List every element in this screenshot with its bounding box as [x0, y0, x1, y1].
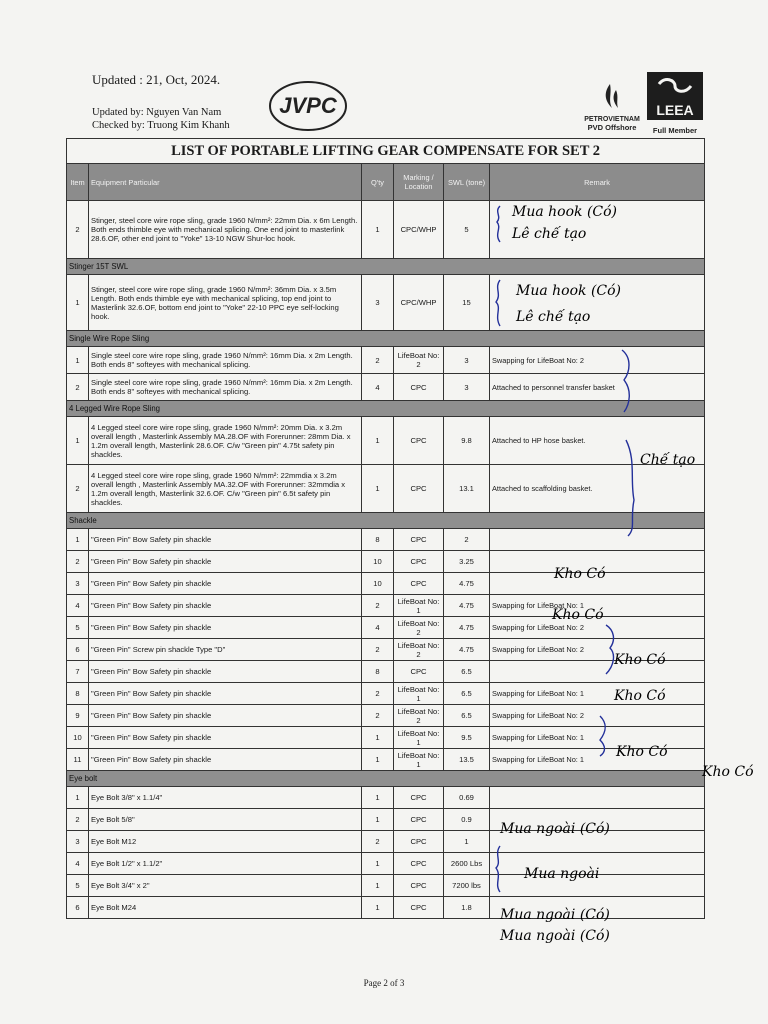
cell-swl: 6.5	[444, 683, 490, 705]
cell-equipment: "Green Pin" Bow Safety pin shackle	[89, 595, 362, 617]
cell-equipment: Eye Bolt 5/8"	[89, 809, 362, 831]
cell-location: LifeBoat No: 1	[394, 595, 444, 617]
cell-remark: Swapping for LifeBoat No: 1	[490, 749, 705, 771]
note-2: Lê chế tạo	[512, 226, 587, 242]
cell-qty: 2	[362, 705, 394, 727]
cell-swl: 4.75	[444, 617, 490, 639]
cell-swl: 0.9	[444, 809, 490, 831]
cell-item: 8	[67, 683, 89, 705]
jvpc-logo-text: JVPC	[279, 93, 337, 118]
cell-swl: 2	[444, 529, 490, 551]
cell-equipment: "Green Pin" Bow Safety pin shackle	[89, 683, 362, 705]
cell-qty: 2	[362, 639, 394, 661]
cell-item: 6	[67, 897, 89, 919]
cell-remark: Attached to HP hose basket.	[490, 417, 705, 465]
cell-swl: 5	[444, 201, 490, 259]
cell-qty: 4	[362, 374, 394, 401]
cell-remark: Swapping for LifeBoat No: 2	[490, 705, 705, 727]
cell-equipment: "Green Pin" Bow Safety pin shackle	[89, 617, 362, 639]
cell-swl: 7200 lbs	[444, 875, 490, 897]
cell-location: CPC/WHP	[394, 275, 444, 331]
cell-location: LifeBoat No: 2	[394, 705, 444, 727]
cell-qty: 1	[362, 853, 394, 875]
cell-item: 2	[67, 809, 89, 831]
cell-remark: Swapping for LifeBoat No: 1	[490, 683, 705, 705]
cell-equipment: Single steel core wire rope sling, grade 1960 N/mm²: 16mm Dia. x 2m Length. Both ends 8" softeyes with mechanical splicing.	[89, 374, 362, 401]
cell-swl: 9.8	[444, 417, 490, 465]
cell-swl: 3	[444, 347, 490, 374]
cell-swl: 4.75	[444, 595, 490, 617]
cell-qty: 10	[362, 573, 394, 595]
cell-qty: 1	[362, 875, 394, 897]
cell-item: 2	[67, 551, 89, 573]
col-location: Marking / Location	[394, 164, 444, 201]
cell-item: 3	[67, 573, 89, 595]
col-remark: Remark	[490, 164, 705, 201]
cell-swl: 9.5	[444, 727, 490, 749]
section-label: Stinger 15T SWL	[67, 259, 705, 275]
cell-swl: 1.8	[444, 897, 490, 919]
cell-remark: Swapping for LifeBoat No: 2	[490, 347, 705, 374]
cell-item: 3	[67, 831, 89, 853]
cell-item: 1	[67, 529, 89, 551]
cell-swl: 2600 Lbs	[444, 853, 490, 875]
cell-location: CPC/WHP	[394, 201, 444, 259]
cell-item: 7	[67, 661, 89, 683]
cell-item: 10	[67, 727, 89, 749]
cell-equipment: 4 Legged steel core wire rope sling, grade 1960 N/mm²: 20mm Dia. x 3.2m overall length , Masterlink Assembly MA.28.OF with Forerunner: 28mm Dia. x 1.2m overall length, Masterlink 28.6.OF. C/w "Green pin" 4.75t safety pin shackles.	[89, 417, 362, 465]
cell-remark: Swapping for LifeBoat No: 1	[490, 595, 705, 617]
cell-qty: 3	[362, 275, 394, 331]
cell-qty: 8	[362, 529, 394, 551]
cell-qty: 2	[362, 683, 394, 705]
cell-location: CPC	[394, 465, 444, 513]
cell-swl: 6.5	[444, 705, 490, 727]
cell-swl: 15	[444, 275, 490, 331]
cell-location: CPC	[394, 897, 444, 919]
note-4: Lê chế tạo	[516, 309, 591, 325]
pv-logo-line2: PVD Offshore	[587, 123, 637, 132]
note-14: Mua ngoài (Có)	[500, 907, 610, 923]
cell-equipment: Eye Bolt M24	[89, 897, 362, 919]
cell-location: CPC	[394, 573, 444, 595]
cell-item: 6	[67, 639, 89, 661]
note-1: Mua hook (Có)	[512, 204, 618, 220]
updated-date: Updated : 21, Oct, 2024.	[92, 72, 221, 87]
cell-swl: 6.5	[444, 661, 490, 683]
cell-qty: 2	[362, 347, 394, 374]
cell-equipment: Eye Bolt M12	[89, 831, 362, 853]
cell-swl: 1	[444, 831, 490, 853]
cell-remark: Swapping for LifeBoat No: 1	[490, 727, 705, 749]
cell-equipment: "Green Pin" Bow Safety pin shackle	[89, 551, 362, 573]
cell-location: CPC	[394, 551, 444, 573]
note-8: Kho Có	[614, 652, 666, 668]
cell-item: 5	[67, 875, 89, 897]
cell-swl: 0.69	[444, 787, 490, 809]
cell-location: LifeBoat No: 2	[394, 639, 444, 661]
note-7: Kho Có	[552, 607, 604, 623]
cell-swl: 4.75	[444, 573, 490, 595]
cell-swl: 3.25	[444, 551, 490, 573]
cell-location: CPC	[394, 529, 444, 551]
cell-qty: 1	[362, 201, 394, 259]
cell-item: 4	[67, 853, 89, 875]
cell-qty: 2	[362, 831, 394, 853]
cell-item: 1	[67, 417, 89, 465]
cell-equipment: "Green Pin" Bow Safety pin shackle	[89, 705, 362, 727]
cell-item: 9	[67, 705, 89, 727]
cell-remark: Attached to scaffolding basket.	[490, 465, 705, 513]
cell-swl: 3	[444, 374, 490, 401]
cell-location: CPC	[394, 875, 444, 897]
cell-remark: Swapping for LifeBoat No: 2	[490, 639, 705, 661]
leea-logo-sub: Full Member	[652, 126, 698, 135]
cell-location: CPC	[394, 661, 444, 683]
updated-by: Updated by: Nguyen Van Nam	[92, 107, 222, 118]
section-label: 4 Legged Wire Rope Sling	[67, 401, 705, 417]
cell-item: 1	[67, 275, 89, 331]
note-3: Mua hook (Có)	[516, 283, 622, 299]
section-label: Shackle	[67, 513, 705, 529]
cell-item: 1	[67, 787, 89, 809]
cell-swl: 4.75	[444, 639, 490, 661]
col-item: Item	[67, 164, 89, 201]
note-12: Mua ngoài (Có)	[500, 821, 610, 837]
cell-item: 2	[67, 465, 89, 513]
cell-qty: 2	[362, 595, 394, 617]
cell-equipment: Stinger, steel core wire rope sling, grade 1960 N/mm²: 36mm Dia. x 3.5m Length. Both ends thimble eye with mechanical splicing, top end joint to Masterlink 32.6.OF, bottom end joint to "Yoke" 22-10 PPC eye self-locking hook.	[89, 275, 362, 331]
col-swl: SWL (tone)	[444, 164, 490, 201]
leea-logo-text: LEEA	[656, 102, 694, 118]
cell-remark: Attached to personnel transfer basket	[490, 374, 705, 401]
cell-location: CPC	[394, 374, 444, 401]
cell-location: CPC	[394, 417, 444, 465]
cell-equipment: "Green Pin" Screw pin shackle Type "D"	[89, 639, 362, 661]
cell-item: 2	[67, 374, 89, 401]
cell-equipment: Eye Bolt 3/8" x 1.1/4"	[89, 787, 362, 809]
cell-item: 1	[67, 347, 89, 374]
cell-qty: 8	[362, 661, 394, 683]
note-5: Chế tạo	[640, 452, 696, 468]
cell-qty: 1	[362, 749, 394, 771]
cell-location: LifeBoat No: 1	[394, 683, 444, 705]
checked-by: Checked by: Truong Kim Khanh	[92, 120, 230, 131]
cell-qty: 1	[362, 809, 394, 831]
cell-qty: 1	[362, 465, 394, 513]
section-label: Single Wire Rope Sling	[67, 331, 705, 347]
cell-qty: 1	[362, 727, 394, 749]
cell-location: CPC	[394, 787, 444, 809]
cell-equipment: Stinger, steel core wire rope sling, grade 1960 N/mm²: 22mm Dia. x 6m Length. Both ends thimble eye with mechanical splicing. One end joint to masterlink 28.6.OF, other end joint to "Yoke" 13-10 NGW Shur-loc hook.	[89, 201, 362, 259]
cell-qty: 1	[362, 417, 394, 465]
cell-location: LifeBoat No: 1	[394, 749, 444, 771]
cell-equipment: Single steel core wire rope sling, grade 1960 N/mm²: 16mm Dia. x 2m Length. Both ends 8" softeyes with mechanical splicing.	[89, 347, 362, 374]
cell-equipment: Eye Bolt 3/4" x 2"	[89, 875, 362, 897]
col-equipment: Equipment Particular	[89, 164, 362, 201]
cell-location: LifeBoat No: 2	[394, 617, 444, 639]
note-13: Mua ngoài	[524, 866, 600, 882]
cell-remark: Swapping for LifeBoat No: 2	[490, 617, 705, 639]
cell-qty: 10	[362, 551, 394, 573]
cell-location: CPC	[394, 809, 444, 831]
cell-qty: 1	[362, 897, 394, 919]
section-label: Eye bolt	[67, 771, 705, 787]
cell-swl: 13.5	[444, 749, 490, 771]
cell-equipment: 4 Legged steel core wire rope sling, grade 1960 N/mm²: 22mmdia x 3.2m overall length , Masterlink Assembly MA.32.OF with Forerunner: 32mmdia x 1.2m overall length, Masterlink 32.6.OF. C/w "Green pin" 6.5t safety pin shackles.	[89, 465, 362, 513]
cell-location: CPC	[394, 853, 444, 875]
cell-equipment: "Green Pin" Bow Safety pin shackle	[89, 529, 362, 551]
cell-equipment: "Green Pin" Bow Safety pin shackle	[89, 573, 362, 595]
cell-item: 4	[67, 595, 89, 617]
cell-item: 11	[67, 749, 89, 771]
note-15: Mua ngoài (Có)	[500, 928, 610, 944]
cell-qty: 4	[362, 617, 394, 639]
note-11: Kho Có	[702, 764, 754, 780]
cell-location: LifeBoat No: 1	[394, 727, 444, 749]
pv-logo-line1: PETROVIETNAM	[584, 116, 640, 123]
cell-item: 5	[67, 617, 89, 639]
cell-location: LifeBoat No: 2	[394, 347, 444, 374]
table-title: LIST OF PORTABLE LIFTING GEAR COMPENSATE FOR SET 2	[67, 139, 705, 164]
cell-item: 2	[67, 201, 89, 259]
note-10: Kho Có	[616, 744, 668, 760]
note-6: Kho Có	[554, 566, 606, 582]
note-9: Kho Có	[614, 688, 666, 704]
page-number: Page 2 of 3	[363, 978, 405, 988]
cell-equipment: "Green Pin" Bow Safety pin shackle	[89, 661, 362, 683]
cell-equipment: Eye Bolt 1/2" x 1.1/2"	[89, 853, 362, 875]
cell-qty: 1	[362, 787, 394, 809]
cell-equipment: "Green Pin" Bow Safety pin shackle	[89, 727, 362, 749]
cell-swl: 13.1	[444, 465, 490, 513]
cell-equipment: "Green Pin" Bow Safety pin shackle	[89, 749, 362, 771]
cell-location: CPC	[394, 831, 444, 853]
col-qty: Q'ty	[362, 164, 394, 201]
